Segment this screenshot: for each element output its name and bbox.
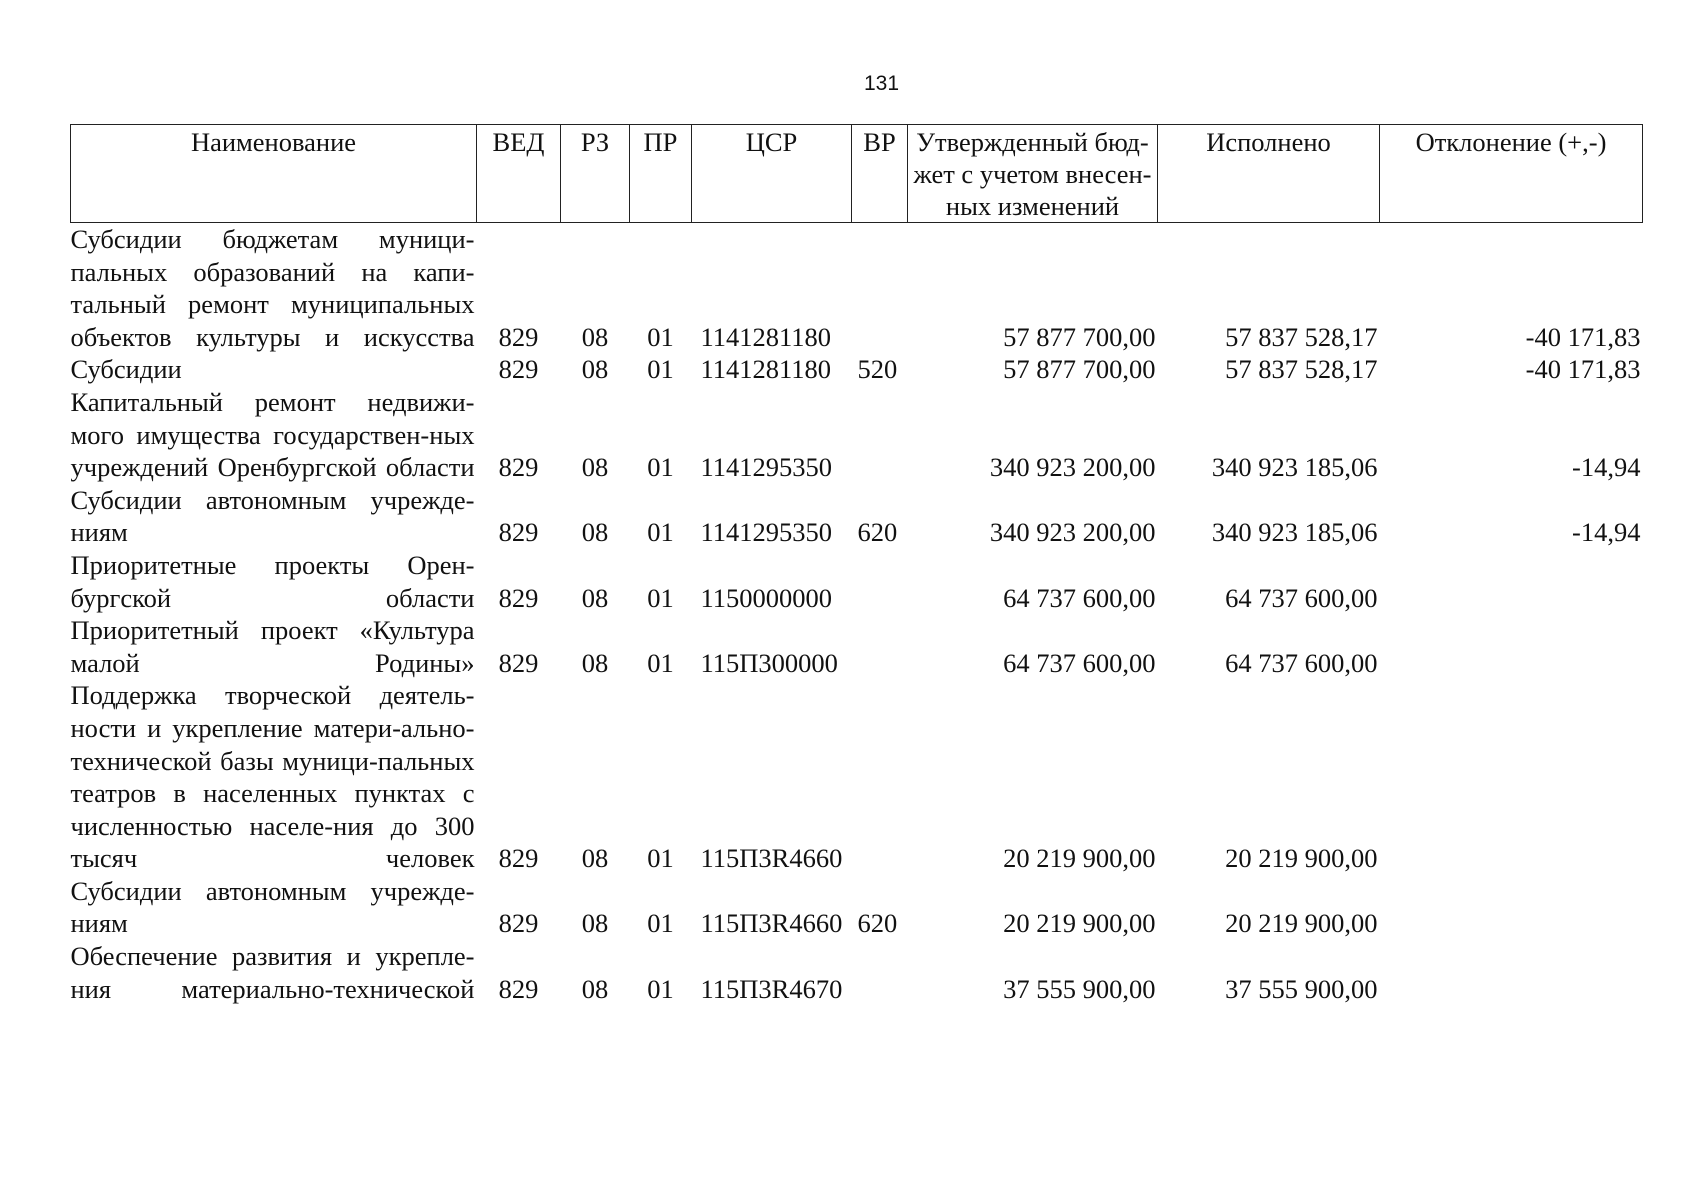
col-header-executed: Исполнено [1158,125,1380,223]
row-pr: 01 [647,517,674,548]
row-name: Субсидии автономным учрежде-ниям [70,875,475,939]
row-ved: 829 [498,517,539,548]
table-row [71,223,1643,354]
table-row [71,353,1643,386]
row-rz: 08 [581,843,609,874]
row-pr: 01 [647,452,674,483]
row-name: Приоритетные проекты Орен-бургской области [70,549,475,613]
row-executed: 37 555 900,00 [1225,973,1378,1004]
row-pr: 01 [647,582,674,613]
row-executed: 64 737 600,00 [1225,647,1378,678]
row-name: Капитальный ремонт недвижи-мого имущества государствен-ных учреждений Оренбургской области [70,386,475,483]
table-row [71,549,1643,614]
row-name: Субсидии бюджетам муници-пальных образований на капи-тальный ремонт муниципальных объектов культуры и искусства [70,224,475,352]
table-row [71,614,1643,679]
row-ved: 829 [498,452,539,483]
row-csr: 1141281180 [700,354,832,385]
col-header-rz: РЗ [561,125,630,223]
row-pr: 01 [647,973,674,1004]
row-name: Субсидии [70,354,182,385]
row-deviation: -40 171,83 [1525,321,1641,352]
row-vr: 520 [857,354,898,385]
row-vr [852,386,908,484]
row-vr [852,223,908,354]
row-executed: 20 219 900,00 [1225,843,1378,874]
row-pr: 01 [647,354,674,385]
row-rz: 08 [581,517,609,548]
row-executed: 64 737 600,00 [1225,582,1378,613]
row-approved: 64 737 600,00 [1003,582,1156,613]
row-csr: 115П3R4670 [700,973,843,1004]
row-executed: 340 923 185,06 [1211,517,1378,548]
row-rz: 08 [581,647,609,678]
row-rz: 08 [581,452,609,483]
row-csr: 1141295350 [700,452,833,483]
col-header-deviation: Отклонение (+,-) [1380,125,1643,223]
row-deviation: -40 171,83 [1525,354,1641,385]
row-executed: 20 219 900,00 [1225,908,1378,939]
col-header-ved: ВЕД [477,125,561,223]
row-deviation: -14,94 [1572,517,1641,548]
row-deviation [1380,549,1643,614]
row-pr: 01 [647,321,674,352]
row-vr [852,614,908,679]
row-csr: 1150000000 [700,582,833,613]
row-csr: 115П3R4660 [700,908,843,939]
row-deviation [1380,940,1643,1005]
row-ved: 829 [498,843,539,874]
row-csr: 1141281180 [700,321,832,352]
row-ved: 829 [498,908,539,939]
page-number: 131 [863,72,900,95]
row-executed: 57 837 528,17 [1225,321,1378,352]
row-executed: 57 837 528,17 [1225,354,1378,385]
row-pr: 01 [647,843,674,874]
row-deviation: -14,94 [1572,452,1641,483]
row-rz: 08 [581,582,609,613]
table-row [71,484,1643,549]
row-approved: 57 877 700,00 [1003,354,1156,385]
table-row [71,386,1643,484]
row-ved: 829 [498,647,539,678]
row-name: Обеспечение развития и укрепле-ния материально-технической [70,941,475,1004]
table-row [71,940,1643,1005]
row-name: Поддержка творческой деятель-ности и укрепление матери-ально-технической базы муници-пальных театров в населенных пунктах с численностью населе-ния до 300 тысяч человек [70,680,475,874]
row-rz: 08 [581,908,609,939]
col-header-name: Наименование [71,125,477,223]
row-rz: 08 [581,973,609,1004]
row-approved: 20 219 900,00 [1003,843,1156,874]
row-vr [852,549,908,614]
row-rz: 08 [581,321,609,352]
row-vr [852,940,908,1005]
row-approved: 57 877 700,00 [1003,321,1156,352]
row-rz: 08 [581,354,609,385]
row-approved: 340 923 200,00 [989,517,1156,548]
row-csr: 115П300000 [700,647,838,678]
row-csr: 115П3R4660 [700,843,843,874]
col-header-csr: ЦСР [692,125,852,223]
col-header-vr: ВР [852,125,908,223]
row-deviation [1380,679,1643,875]
row-approved: 340 923 200,00 [989,452,1156,483]
row-ved: 829 [498,973,539,1004]
table-row [71,679,1643,875]
row-vr [852,679,908,875]
row-ved: 829 [498,354,539,385]
table-row [71,875,1643,940]
row-approved: 64 737 600,00 [1003,647,1156,678]
row-pr: 01 [647,908,674,939]
row-vr: 620 [857,517,898,548]
col-header-approved-budget: Утвержденный бюд-жет с учетом внесен-ных изменений [908,125,1158,223]
row-executed: 340 923 185,06 [1211,452,1378,483]
row-approved: 20 219 900,00 [1003,908,1156,939]
row-deviation [1380,614,1643,679]
row-ved: 829 [498,321,539,352]
col-header-pr: ПР [630,125,692,223]
row-name: Субсидии автономным учрежде-ниям [70,484,475,548]
row-ved: 829 [498,582,539,613]
row-vr: 620 [857,908,898,939]
budget-table [70,124,1643,1005]
row-approved: 37 555 900,00 [1003,973,1156,1004]
row-deviation [1380,875,1643,940]
row-name: Приоритетный проект «Культура малой Родины» [70,615,475,678]
row-csr: 1141295350 [700,517,833,548]
table-header-row [71,125,1643,223]
row-pr: 01 [647,647,674,678]
